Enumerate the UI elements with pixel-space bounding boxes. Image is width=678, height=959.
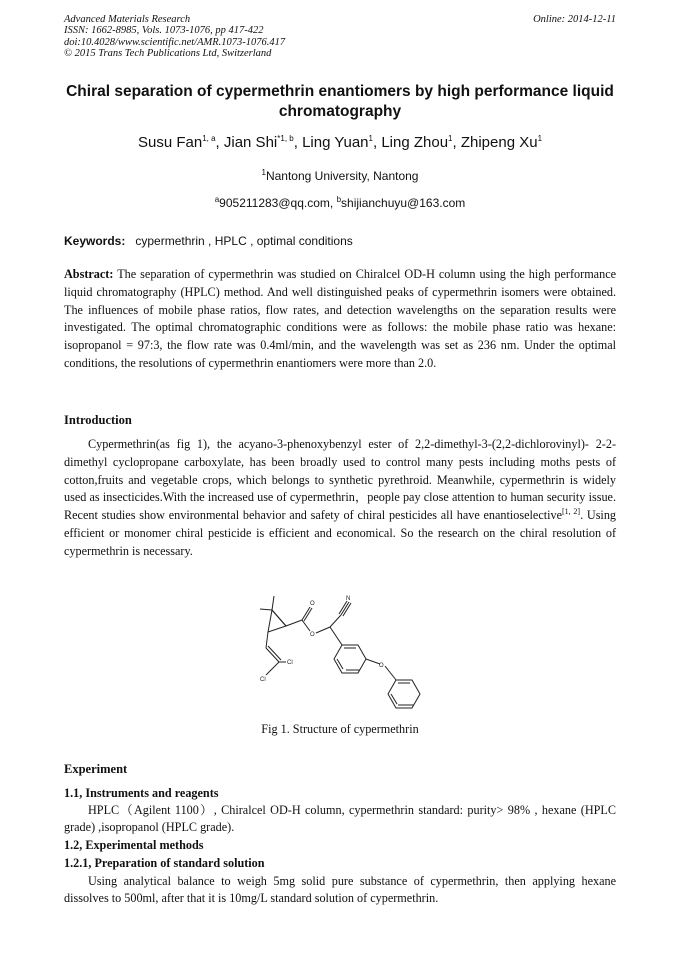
chemical-structure-diagram [246, 590, 436, 720]
online-date: Online: 2014-12-11 [533, 14, 616, 25]
section-1-2-1-heading: 1.2.1, Preparation of standard solution [64, 856, 265, 870]
oxygen-label: O [310, 632, 315, 638]
citation-ref: [1, 2] [562, 507, 581, 517]
abstract-label: Abstract: [64, 267, 114, 281]
experiment-heading: Experiment [64, 762, 128, 776]
section-1-2-1-text: Using analytical balance to weigh 5mg solid pure substance of cypermethrin, then applying hexane dissolves to 500ml, after that it is 10mg/L standard solution of cypermethrin. [64, 874, 616, 905]
keywords-label: Keywords: [64, 234, 126, 248]
chlorine-label: Cl [260, 677, 266, 683]
chlorine-label: Cl [287, 660, 293, 666]
figure-caption: Fig 1. Structure of cypermethrin [261, 722, 419, 736]
affiliation [40, 169, 640, 183]
introduction-paragraph [64, 436, 616, 561]
issn-line: ISSN: 1662-8985, Vols. 1073-1076, pp 417-422 [64, 25, 264, 37]
author-name: Ling Zhou [381, 134, 449, 151]
author-name: Ling Yuan [302, 134, 369, 151]
section-1-2-heading: 1.2, Experimental methods [64, 838, 204, 852]
journal-name: Advanced Materials Research [64, 14, 191, 25]
author-name: Zhipeng Xu [460, 134, 538, 151]
section-1-1-heading: 1.1, Instruments and reagents [64, 786, 219, 800]
introduction-text: Cypermethrin(as fig 1), the acyano-3-phenoxybenzyl ester of 2,2-dimethyl-3-(2,2-dichlorovinyl)- 2-2-dimethyl cyclopropane carboxylate, has been broadly used to control many pests including moths pests of cotton,fruits and vegetable crops, which belongs to synthetic pyrethroid. Meanwhile, cypermethrin is widely used as insecticides.With the increased use of cypermethrin，people pay close attention to human security issue. Recent studies show environmental behavior and safety of chiral pesticides all have enantioselective [64, 437, 616, 523]
affiliation-sup: 1 [261, 168, 266, 177]
author-name: Jian Shi [223, 134, 278, 151]
email-sup: b [336, 195, 342, 204]
paper-title: Chiral separation of cypermethrin enantiomers by high performance liquid chromatography [66, 83, 614, 120]
introduction-text-end: . Using efficient or monomer chiral pesticide is efficient and economical. So the research on the chiral resolution of cypermethrin is necessary. [64, 508, 617, 558]
email-address: shijianchuyu@163.com [341, 196, 466, 210]
author-name: Susu Fan [137, 134, 203, 151]
introduction-heading: Introduction [64, 413, 132, 427]
nitrogen-label: N [346, 596, 351, 602]
oxygen-label: O [379, 663, 384, 669]
keywords-text: cypermethrin , HPLC , optimal conditions [135, 234, 353, 248]
section-1-1-text: HPLC（Agilent 1100）, Chiralcel OD-H column, cypermethrin standard: purity> 98% , hexane (HPLC grade) ,isopropanol (HPLC grade). [64, 803, 616, 834]
author-sup: *1, b [277, 134, 294, 143]
abstract [64, 266, 616, 373]
cypermethrin-structure-figure [246, 590, 436, 720]
email-address: 905211283@qq.com [219, 196, 330, 210]
affiliation-text: Nantong University, Nantong [265, 169, 419, 183]
oxygen-label: O [310, 601, 315, 607]
author-sup: 1 [537, 134, 543, 143]
journal-header [64, 14, 616, 59]
keywords-line [64, 234, 616, 248]
author-sup: 1, a [202, 134, 216, 143]
copyright-line: © 2015 Trans Tech Publications Ltd, Switzerland [64, 47, 272, 59]
author-sup: 1 [448, 134, 453, 143]
abstract-text: The separation of cypermethrin was studied on Chiralcel OD-H column using the high performance liquid chromatography (HPLC) method. And well distinguished peaks of cypermethrin isomers were obtained. The influences of mobile phase ratios, flow rates, and detection wavelengths on the separation results were investigated. The optimal chromatographic conditions were as follows: the mobile phase ratio was hexane: isopropanol = 97:3, the flow rate was 0.4ml/min, and the wavelength was set as 236 nm. Under the optimal conditions, the resolutions of cypermethrin enantiomers were more than 2.0. [64, 267, 617, 370]
doi-line: doi:10.4028/www.scientific.net/AMR.1073-1076.417 [64, 36, 286, 48]
author-sup: 1 [368, 134, 373, 143]
author-list: Susu Fan$^{1, a}$, Jian Shi$^{*1, b}$, Ling Yuan$^1$, Ling Zhou$^1$, Zhipeng Xu$^1$ [137, 134, 543, 151]
email-line: $^a$905211283@qq.com, $^b$shijianchuyu@163.com [214, 195, 466, 210]
email-sup: a [214, 195, 220, 204]
